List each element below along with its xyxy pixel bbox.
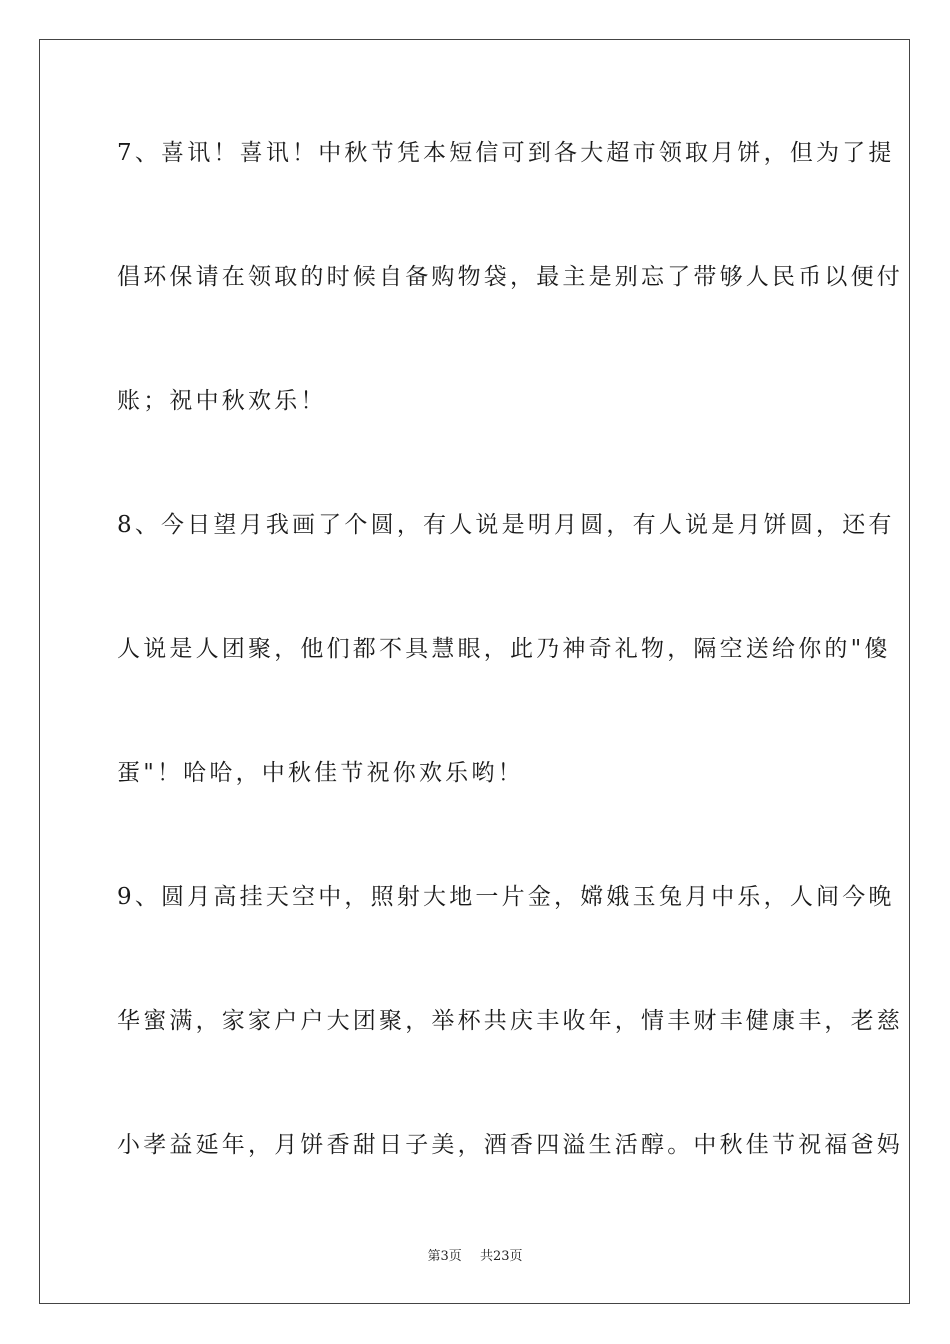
text-line: 7、喜讯！喜讯！中秋节凭本短信可到各大超市领取月饼，但为了提: [117, 140, 895, 166]
page-number: 第3页: [427, 1249, 462, 1264]
document-body: [117, 122, 903, 1238]
text-line: 9、圆月高挂天空中，照射大地一片金，嫦娥玉兔月中乐，人间今晚: [117, 884, 895, 910]
page-total: 共23页: [479, 1249, 523, 1264]
text-line: 8、今日望月我画了个圆，有人说是明月圆，有人说是月饼圆，还有: [117, 512, 895, 538]
text-line: 倡环保请在领取的时候自备购物袋，最主是别忘了带够人民币以便付: [117, 264, 903, 290]
text-line: 华蜜满，家家户户大团聚，举杯共庆丰收年，情丰财丰健康丰，老慈: [117, 1008, 903, 1034]
text-line: 小孝益延年，月饼香甜日子美，酒香四溢生活醇。中秋佳节祝福爸妈: [117, 1132, 903, 1158]
text-line: 人说是人团聚，他们都不具慧眼，此乃神奇礼物，隔空送给你的"傻: [117, 636, 891, 662]
text-line: 蛋"！哈哈，中秋佳节祝你欢乐哟！: [117, 760, 524, 786]
text-line: 账；祝中秋欢乐！: [117, 388, 327, 414]
page-footer: [0, 1245, 950, 1264]
